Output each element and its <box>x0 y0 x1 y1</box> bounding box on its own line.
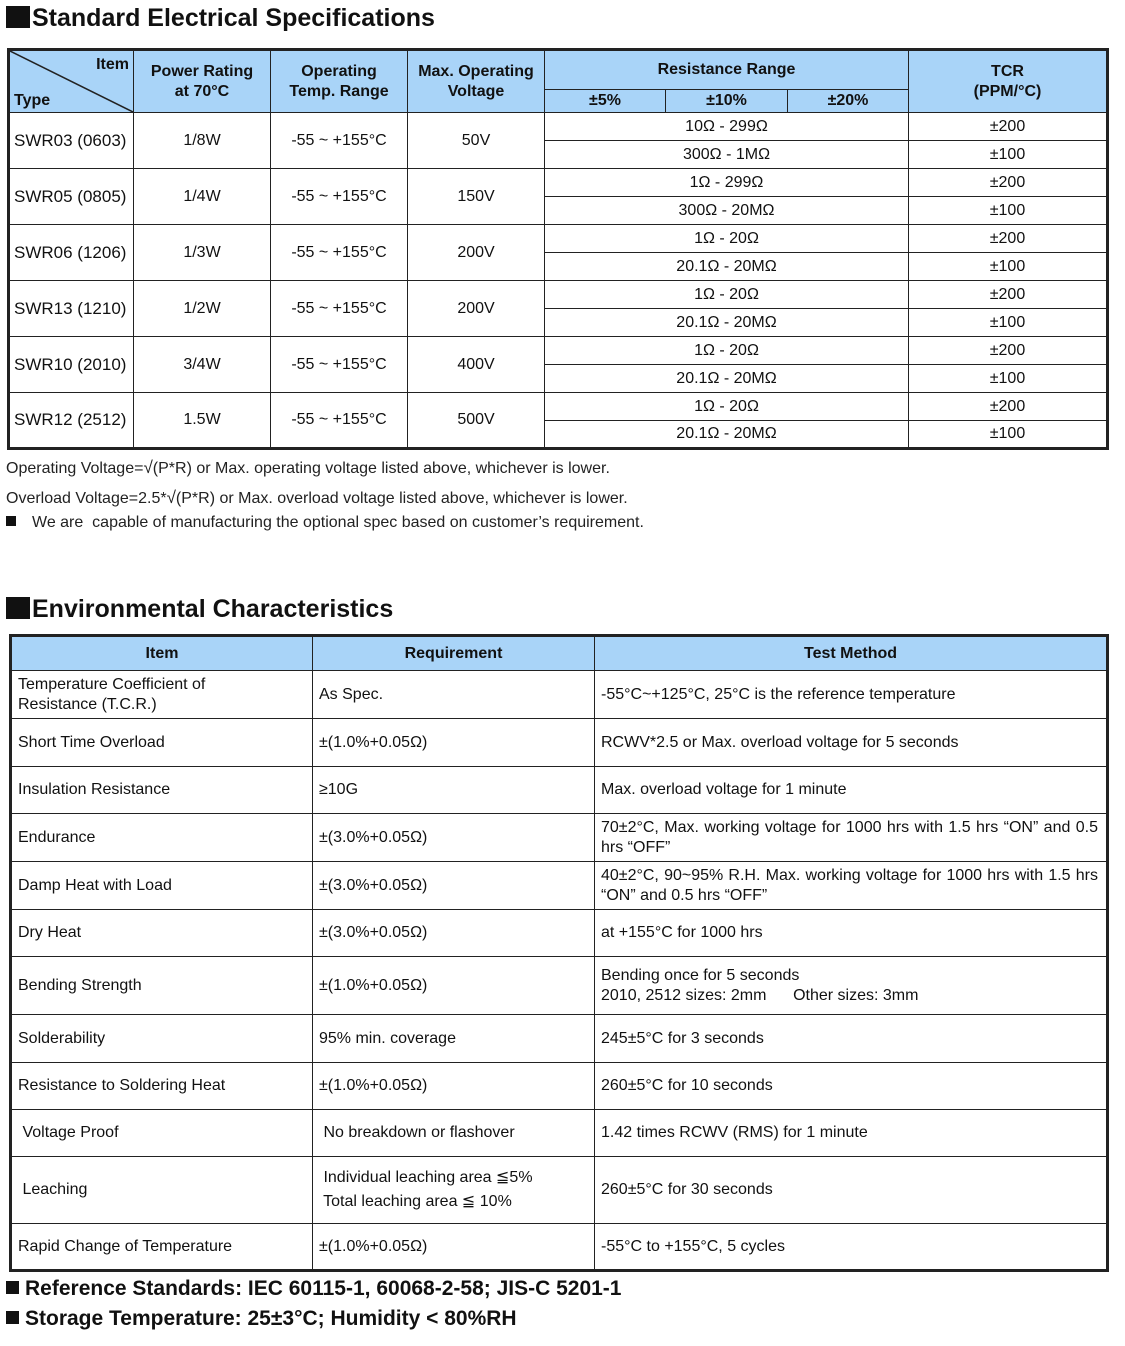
power-rating-header <box>134 50 271 113</box>
sqrt-symbol: √ <box>143 458 153 477</box>
env-requirement-cell <box>313 957 595 1015</box>
spec-row <box>9 393 1108 421</box>
tcr-cell: ±200 <box>909 393 1108 421</box>
env-requirement-cell <box>313 910 595 957</box>
env-method-cell <box>595 910 1108 957</box>
env-row <box>11 1110 1108 1157</box>
bullet-square-icon <box>6 1311 19 1324</box>
env-section-heading <box>6 594 393 624</box>
env-method-cell <box>595 1015 1108 1063</box>
temp-range-cell: -55 ~ +155°C <box>271 393 408 449</box>
power-cell: 1/2W <box>134 281 271 337</box>
power-cell: 1.5W <box>134 393 271 449</box>
env-table <box>9 634 1109 1272</box>
env-row <box>11 910 1108 957</box>
method-line: 260±5°C for 30 seconds <box>601 1181 773 1198</box>
env-row <box>11 1015 1108 1063</box>
heading-square-icon <box>6 597 30 619</box>
resistance-range-cell: 1Ω - 20Ω <box>545 281 909 309</box>
resistance-range-cell: 10Ω - 299Ω <box>545 113 909 141</box>
method-line: 1.42 times RCWV (RMS) for 1 minute <box>601 1124 868 1141</box>
operating-note-suffix: (P*R) or Max. operating voltage listed above, whichever is lower. <box>152 460 610 477</box>
spec-row <box>9 337 1108 365</box>
method-line: 260±5°C for 10 seconds <box>601 1077 773 1094</box>
requirement-line: No breakdown or flashover <box>319 1124 515 1141</box>
env-col-test-method: Test Method <box>595 636 1108 671</box>
env-requirement-cell <box>313 814 595 862</box>
operating-note-prefix: Operating Voltage= <box>6 460 144 477</box>
tcr-cell: ±200 <box>909 225 1108 253</box>
requirement-line: As Spec. <box>319 685 384 703</box>
temp-range-cell: -55 ~ +155°C <box>271 113 408 169</box>
env-requirement-cell <box>313 671 595 719</box>
env-method-cell <box>595 862 1108 910</box>
env-item-cell <box>11 719 313 767</box>
tolerance-20-header: ±20% <box>788 90 909 113</box>
temp-header-line1: Operating <box>301 62 377 80</box>
item-line: Bending Strength <box>18 976 142 994</box>
temp-range-cell: -55 ~ +155°C <box>271 281 408 337</box>
item-line: Endurance <box>18 828 96 846</box>
heading-square-icon <box>6 6 30 28</box>
voltage-cell: 500V <box>408 393 545 449</box>
requirement-line: ±(3.0%+0.05Ω) <box>319 876 428 894</box>
overload-note-prefix: Overload Voltage=2.5* <box>6 490 167 507</box>
method-line: 70±2°C, Max. working voltage for 1000 hrs with 1.5 hrs “ON” and 0.5 hrs “OFF” <box>601 818 1103 856</box>
voltage-cell: 400V <box>408 337 545 393</box>
power-cell: 1/3W <box>134 225 271 281</box>
type-header-label: Type <box>14 92 51 109</box>
env-requirement-cell <box>313 719 595 767</box>
env-method-cell <box>595 1063 1108 1110</box>
env-row <box>11 862 1108 910</box>
tcr-cell: ±100 <box>909 141 1108 169</box>
capability-note-text: We are capable of manufacturing the optional spec based on customer’s requirement. <box>32 514 644 531</box>
volt-header-line1: Max. Operating <box>418 62 534 80</box>
tolerance-5-header: ±5% <box>545 90 666 113</box>
env-row <box>11 671 1108 719</box>
env-item-cell <box>11 1110 313 1157</box>
method-line: 245±5°C for 3 seconds <box>601 1029 764 1047</box>
env-item-cell <box>11 814 313 862</box>
temp-header-line2: Temp. Range <box>289 82 389 100</box>
resistance-range-cell: 20.1Ω - 20MΩ <box>545 365 909 393</box>
env-row <box>11 1063 1108 1110</box>
spec-row <box>9 225 1108 253</box>
voltage-cell: 150V <box>408 169 545 225</box>
requirement-line: ±(3.0%+0.05Ω) <box>319 828 428 846</box>
spec-heading-text: Standard Electrical Specifications <box>32 4 435 32</box>
power-header-line1: Power Rating <box>150 62 254 80</box>
resistance-range-header: Resistance Range <box>545 50 909 90</box>
item-line: Insulation Resistance <box>18 781 171 798</box>
env-row <box>11 719 1108 767</box>
storage-conditions-text: Storage Temperature: 25±3°C; Humidity < 80%RH <box>25 1307 517 1330</box>
capability-note <box>6 514 644 532</box>
tcr-cell: ±200 <box>909 169 1108 197</box>
env-item-cell <box>11 1015 313 1063</box>
voltage-cell: 200V <box>408 281 545 337</box>
env-row <box>11 1157 1108 1224</box>
operating-voltage-note <box>6 458 610 478</box>
method-line: 40±2°C, 90~95% R.H. Max. working voltage for 1000 hrs with 1.5 hrs “ON” and 0.5 hrs “OFF” <box>601 866 1103 904</box>
item-line: Solderability <box>18 1029 106 1047</box>
requirement-line: Individual leaching area ≦5% <box>319 1169 533 1186</box>
method-line: -55°C~+125°C, 25°C is the reference temperature <box>601 685 956 703</box>
tcr-cell: ±200 <box>909 113 1108 141</box>
spec-row <box>9 281 1108 309</box>
method-line: Max. overload voltage for 1 minute <box>601 781 847 798</box>
item-line: Leaching <box>18 1181 88 1198</box>
type-cell: SWR03 (0603) <box>9 113 134 169</box>
sqrt-symbol: √ <box>166 488 176 507</box>
volt-header-line2: Voltage <box>447 82 505 100</box>
env-col-requirement: Requirement <box>313 636 595 671</box>
env-method-cell <box>595 1110 1108 1157</box>
requirement-line: ≥10G <box>319 781 359 798</box>
resistance-range-cell: 20.1Ω - 20MΩ <box>545 253 909 281</box>
requirement-line: ±(1.0%+0.05Ω) <box>319 733 428 751</box>
reference-standards <box>6 1277 621 1301</box>
env-method-cell <box>595 767 1108 814</box>
resistance-range-cell: 1Ω - 299Ω <box>545 169 909 197</box>
tcr-header-line2: (PPM/°C) <box>973 82 1042 100</box>
overload-voltage-note <box>6 488 628 508</box>
type-cell: SWR05 (0805) <box>9 169 134 225</box>
env-item-cell <box>11 1224 313 1271</box>
tcr-cell: ±100 <box>909 365 1108 393</box>
resistance-range-cell: 1Ω - 20Ω <box>545 337 909 365</box>
tcr-cell: ±100 <box>909 309 1108 337</box>
tcr-cell: ±100 <box>909 197 1108 225</box>
power-cell: 1/8W <box>134 113 271 169</box>
item-line: Damp Heat with Load <box>18 876 172 894</box>
env-requirement-cell <box>313 1110 595 1157</box>
spec-row <box>9 169 1108 197</box>
spec-table <box>7 48 1109 450</box>
env-method-cell <box>595 1224 1108 1271</box>
item-line: Rapid Change of Temperature <box>18 1237 233 1255</box>
env-method-cell <box>595 814 1108 862</box>
env-requirement-cell <box>313 1224 595 1271</box>
env-method-cell <box>595 1157 1108 1224</box>
tcr-cell: ±200 <box>909 337 1108 365</box>
resistance-range-cell: 1Ω - 20Ω <box>545 225 909 253</box>
resistance-range-cell: 300Ω - 20MΩ <box>545 197 909 225</box>
type-cell: SWR06 (1206) <box>9 225 134 281</box>
requirement-line: ±(1.0%+0.05Ω) <box>319 1077 428 1094</box>
item-header-label: Item <box>96 56 129 73</box>
item-line: Dry Heat <box>18 924 82 941</box>
env-method-cell <box>595 957 1108 1015</box>
item-line: Resistance to Soldering Heat <box>18 1077 226 1094</box>
temp-range-cell: -55 ~ +155°C <box>271 225 408 281</box>
reference-standards-text: Reference Standards: IEC 60115-1, 60068-2-58; JIS-C 5201-1 <box>25 1277 622 1300</box>
power-cell: 3/4W <box>134 337 271 393</box>
env-heading-text: Environmental Characteristics <box>32 595 394 623</box>
requirement-line: ±(1.0%+0.05Ω) <box>319 976 428 994</box>
resistance-range-cell: 300Ω - 1MΩ <box>545 141 909 169</box>
env-row <box>11 957 1108 1015</box>
env-item-cell <box>11 671 313 719</box>
requirement-line: Total leaching area ≦ 10% <box>319 1193 512 1210</box>
method-line: at +155°C for 1000 hrs <box>601 924 763 941</box>
env-row <box>11 1224 1108 1271</box>
env-item-cell <box>11 1063 313 1110</box>
temp-range-cell: -55 ~ +155°C <box>271 169 408 225</box>
power-header-line2: at 70°C <box>174 82 230 100</box>
env-requirement-cell <box>313 862 595 910</box>
resistance-range-cell: 20.1Ω - 20MΩ <box>545 309 909 337</box>
env-requirement-cell <box>313 1063 595 1110</box>
method-line: -55°C to +155°C, 5 cycles <box>601 1237 785 1255</box>
bullet-square-icon <box>6 1281 19 1294</box>
tcr-header <box>909 50 1108 113</box>
requirement-line: ±(3.0%+0.05Ω) <box>319 924 428 941</box>
bullet-square-icon <box>6 516 16 526</box>
voltage-cell: 200V <box>408 225 545 281</box>
env-item-cell <box>11 910 313 957</box>
env-requirement-cell <box>313 1157 595 1224</box>
requirement-line: ±(1.0%+0.05Ω) <box>319 1237 428 1255</box>
env-requirement-cell <box>313 1015 595 1063</box>
env-item-cell <box>11 1157 313 1224</box>
env-col-item: Item <box>11 636 313 671</box>
env-requirement-cell <box>313 767 595 814</box>
item-line: Voltage Proof <box>18 1124 119 1141</box>
env-item-cell <box>11 862 313 910</box>
resistance-range-cell: 20.1Ω - 20MΩ <box>545 421 909 449</box>
env-item-cell <box>11 767 313 814</box>
type-cell: SWR10 (2010) <box>9 337 134 393</box>
method-line: Bending once for 5 seconds <box>601 966 800 984</box>
max-voltage-header <box>408 50 545 113</box>
tcr-cell: ±100 <box>909 253 1108 281</box>
tcr-header-line1: TCR <box>991 62 1024 80</box>
env-method-cell <box>595 671 1108 719</box>
method-line: 2010, 2512 sizes: 2mm Other sizes: 3mm <box>601 986 919 1004</box>
tcr-cell: ±200 <box>909 281 1108 309</box>
temp-range-cell: -55 ~ +155°C <box>271 337 408 393</box>
spec-section-heading <box>6 3 435 33</box>
storage-conditions <box>6 1307 517 1331</box>
requirement-line: 95% min. coverage <box>319 1029 456 1047</box>
type-cell: SWR12 (2512) <box>9 393 134 449</box>
env-table-body <box>11 671 1108 1271</box>
env-row <box>11 814 1108 862</box>
overload-note-suffix: (P*R) or Max. overload voltage listed above, whichever is lower. <box>175 490 628 507</box>
tcr-cell: ±100 <box>909 421 1108 449</box>
env-row <box>11 767 1108 814</box>
env-method-cell <box>595 719 1108 767</box>
power-cell: 1/4W <box>134 169 271 225</box>
item-line: Short Time Overload <box>18 733 165 751</box>
item-line: Temperature Coefficient of <box>18 675 206 693</box>
spec-table-body <box>9 113 1108 449</box>
item-type-header-cell <box>9 50 134 113</box>
spec-row <box>9 113 1108 141</box>
method-line: RCWV*2.5 or Max. overload voltage for 5 seconds <box>601 733 959 751</box>
tolerance-10-header: ±10% <box>666 90 788 113</box>
item-line: Resistance (T.C.R.) <box>18 695 157 713</box>
resistance-range-cell: 1Ω - 20Ω <box>545 393 909 421</box>
env-item-cell <box>11 957 313 1015</box>
type-cell: SWR13 (1210) <box>9 281 134 337</box>
operating-temp-header <box>271 50 408 113</box>
voltage-cell: 50V <box>408 113 545 169</box>
